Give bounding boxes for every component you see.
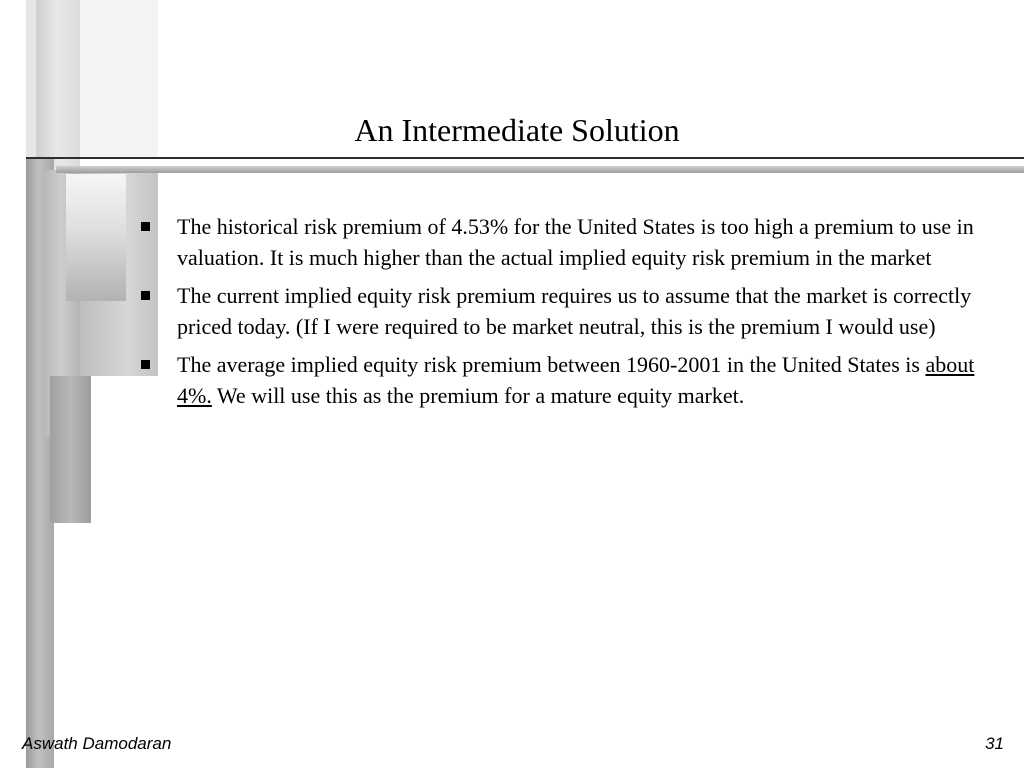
square-bullet-icon	[141, 291, 150, 300]
underlined-figure: about 4%.	[177, 352, 975, 408]
bullet-list	[138, 211, 990, 418]
bullet-text	[177, 352, 974, 408]
decorative-bar	[50, 376, 91, 523]
page-number: 31	[985, 734, 1004, 753]
square-bullet-icon	[141, 360, 150, 369]
slide-title: An Intermediate Solution	[354, 112, 680, 148]
title-underbar	[56, 166, 1024, 173]
bullet-text-part: The average implied equity risk premium between 1960-2001 in the United States is	[177, 352, 926, 377]
square-bullet-icon	[141, 222, 150, 231]
footer-author: Aswath Damodaran	[22, 734, 172, 753]
bullet-item	[138, 280, 990, 342]
title-rule	[26, 157, 1024, 159]
bullet-text: The current implied equity risk premium requires us to assume that the market is correctly priced today. (If I were required to be market neutral, this is the premium I would use)	[177, 283, 972, 339]
bullet-text-part: We will use this as the premium for a mature equity market.	[211, 383, 745, 408]
bullet-item	[138, 349, 990, 411]
decorative-bar	[66, 174, 126, 301]
bullet-item	[138, 211, 990, 273]
bullet-text: The historical risk premium of 4.53% for the United States is too high a premium to use in valuation. It is much higher than the actual implied equity risk premium in the market	[177, 214, 974, 270]
